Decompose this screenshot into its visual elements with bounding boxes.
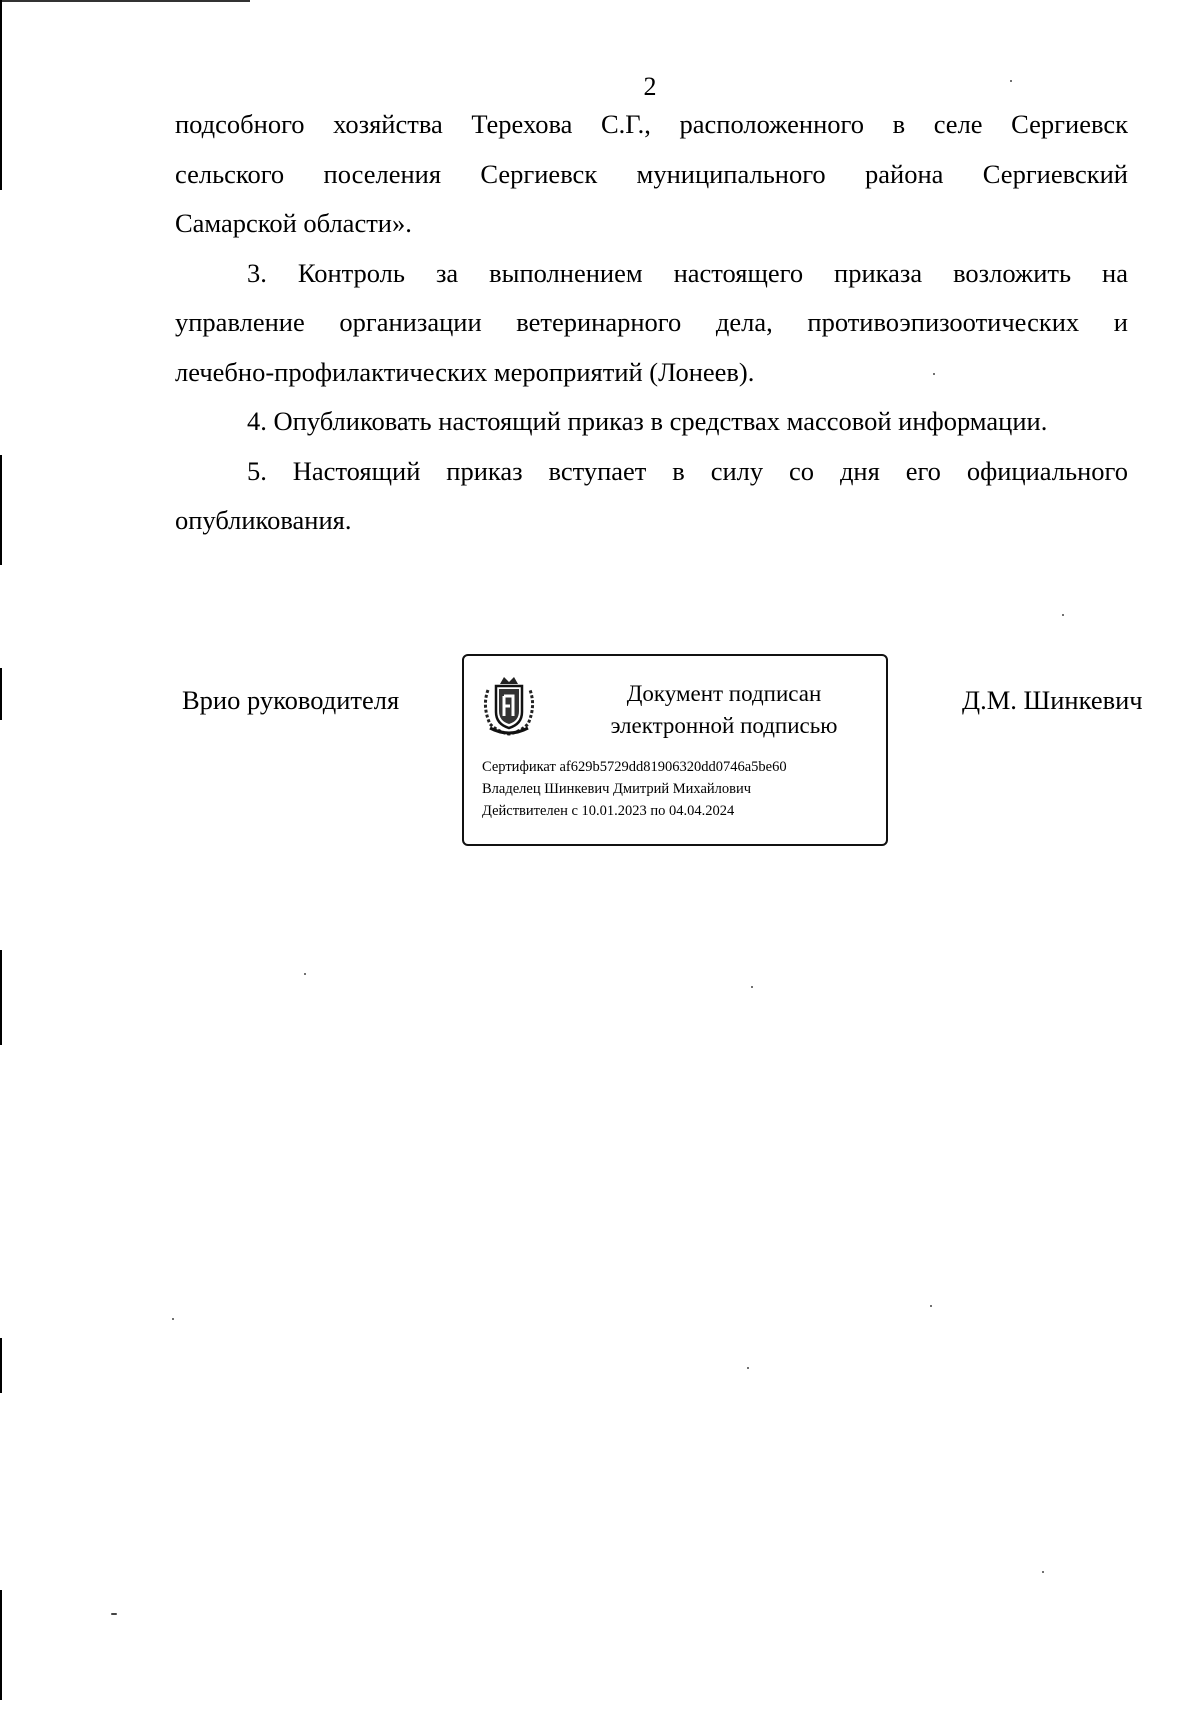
text-line: 4. Опубликовать настоящий приказ в средствах массовой информации. [247,406,1048,436]
text-line: сельского поселения Сергиевск муниципального района Сергиевский [175,158,1128,189]
scan-speck [304,973,306,975]
certificate-number: Сертификат af629b5729dd81906320dd0746a5be60 [482,759,787,775]
paragraph-item-3 [175,249,1128,398]
paragraph-item-4 [175,397,1128,447]
stamp-title-line: электронной подписью [610,713,838,738]
stamp-details [482,756,787,822]
scan-speck [747,1367,749,1369]
scan-edge-line [0,0,250,2]
certificate-validity: Действителен с 10.01.2023 по 04.04.2024 [482,803,735,819]
scan-speck [111,1613,117,1615]
certificate-owner: Владелец Шинкевич Дмитрий Михайлович [482,781,752,797]
scan-speck [751,986,753,988]
scan-edge-mark [0,668,2,720]
scan-speck [1062,614,1064,616]
text-line: 3. Контроль за выполнением настоящего приказа возложить на [247,257,1128,288]
scan-edge-mark [0,1338,2,1393]
paragraph-continuation [175,100,1128,249]
text-line: управление организации ветеринарного дела, противоэпизоотических и [175,307,1128,337]
paragraph-item-5 [175,447,1128,546]
scan-edge-mark [0,455,2,565]
scan-speck [1042,1571,1044,1573]
text-line: Самарской области». [175,208,412,238]
electronic-signature-stamp [462,654,888,846]
stamp-title-line: Документ подписан [626,681,822,706]
signer-position: Врио руководителя [182,685,400,715]
scan-speck [930,1305,932,1307]
page-number: 2 [643,72,657,101]
body-text [175,100,1128,546]
text-line: подсобного хозяйства Терехова С.Г., расположенного в селе Сергиевск [175,109,1128,139]
text-line: лечебно-профилактических мероприятий (Лонеев). [175,356,755,387]
scan-edge-mark [0,1590,2,1700]
signer-name: Д.М. Шинкевич [962,685,1143,715]
scan-edge-mark [0,950,2,1045]
coat-of-arms-icon [480,674,538,736]
stamp-title [574,678,874,742]
scan-speck [172,1318,174,1320]
text-line: опубликования. [175,505,352,535]
text-line: 5. Настоящий приказ вступает в силу со дня его официального [247,455,1128,486]
